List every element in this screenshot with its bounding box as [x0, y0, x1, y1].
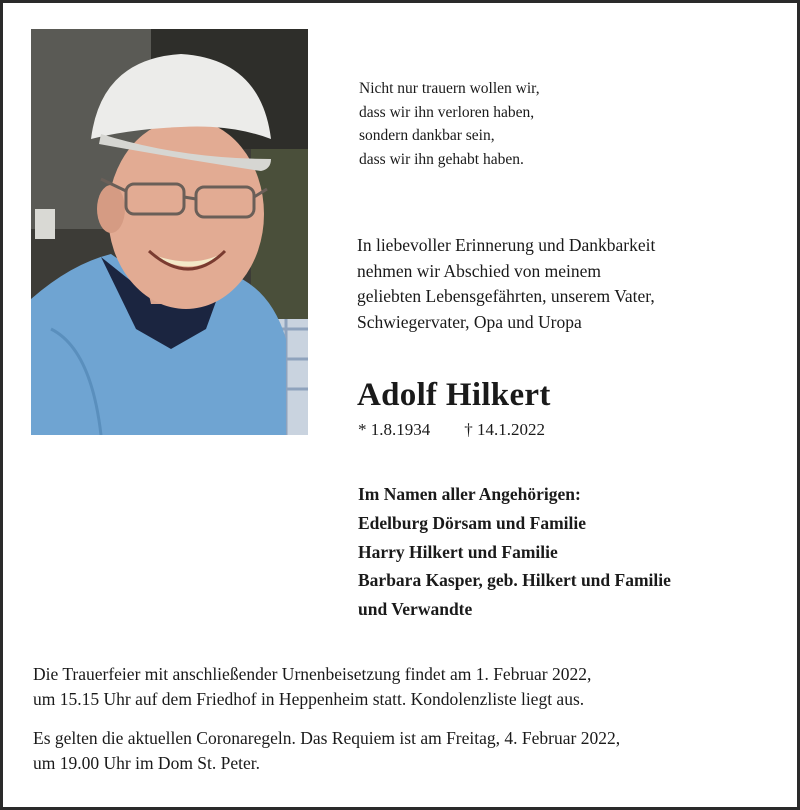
deceased-name: Adolf Hilkert	[357, 377, 551, 413]
birth-date: * 1.8.1934	[358, 420, 431, 439]
footer-line: Es gelten die aktuellen Coronaregeln. Das Requiem ist am Freitag, 4. Februar 2022,	[33, 728, 621, 748]
farewell-line: geliebten Lebensgefährten, unserem Vater,	[357, 286, 655, 306]
motto-line: sondern dankbar sein,	[359, 127, 495, 144]
mourner-line: Im Namen aller Angehörigen:	[358, 484, 581, 504]
footer-line: um 15.15 Uhr auf dem Friedhof in Heppenheim statt. Kondolenzliste liegt aus.	[33, 689, 585, 709]
motto-line: dass wir ihn verloren haben,	[359, 103, 535, 121]
mourner-line: Harry Hilkert und Familie	[358, 541, 558, 562]
motto-verse	[359, 77, 540, 171]
footer-line: um 19.00 Uhr im Dom St. Peter.	[33, 753, 261, 773]
farewell-text	[357, 233, 655, 335]
footer-line: Die Trauerfeier mit anschließender Urnenbeisetzung findet am 1. Februar 2022,	[33, 664, 592, 684]
life-dates	[358, 418, 545, 442]
mourner-line: und Verwandte	[358, 599, 473, 620]
motto-line: dass wir ihn gehabt haben.	[359, 150, 524, 168]
mourner-line: Edelburg Dörsam und Familie	[358, 512, 587, 533]
farewell-line: Schwiegervater, Opa und Uropa	[357, 311, 582, 332]
motto-line: Nicht nur trauern wollen wir,	[359, 80, 540, 97]
mourner-line: Barbara Kasper, geb. Hilkert und Familie	[358, 570, 671, 591]
farewell-line: nehmen wir Abschied von meinem	[357, 260, 601, 281]
funeral-details	[33, 662, 620, 776]
farewell-line: In liebevoller Erinnerung und Dankbarkeit	[357, 235, 656, 255]
death-date: † 14.1.2022	[464, 420, 545, 439]
portrait-photo	[31, 29, 308, 435]
mourners-list	[358, 480, 671, 624]
